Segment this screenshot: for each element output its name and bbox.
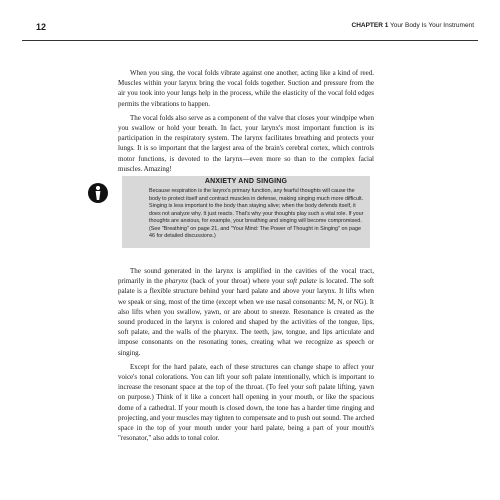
body-text-bottom [118, 266, 374, 447]
paragraph [118, 266, 374, 358]
chapter-title: Your Body Is Your Instrument [390, 22, 474, 29]
paragraph: The vocal folds also serve as a component of the valve that closes your windpipe when you swallow or hold your breath. In fact, your larynx's most important function is its participation in the respiratory system. The larynx facilitates breathing and protects your lungs. It is so important that the largest area of the brain's cerebral cortex, which controls motor functions, is devoted to the larynx—even more so than to the complex facial muscles. Amazing! [118, 113, 374, 173]
body-text-top [118, 68, 374, 178]
anxiety-sidebar [122, 176, 370, 248]
text-run: (back of your throat) where your [187, 277, 287, 286]
paragraph: When you sing, the vocal folds vibrate against one another, acting like a kind of reed. Muscles within your larynx bring the vocal folds together. Suction and pressure from the air you took into your lungs help in the process, while the elasticity of the vocal fold edges permits the vibrations to happen. [118, 69, 374, 108]
term-pharynx: pharynx [164, 277, 188, 286]
sidebar-title: ANXIETY AND SINGING [204, 178, 288, 185]
paragraph: Except for the hard palate, each of these structures can change shape to affect your voice's tonal colorations. You can lift your soft palate intentionally, which is important to increase the resonant space at the top of the throat. (To feel your soft palate lifting, yawn on purpose.) Think of it like a concert hall opening in your mouth, or like the spacious dome of a cathedral. If your mouth is closed down, the tone has a harder time ringing and projecting, and your muscles may tighten to compensate and to push out sound. The arched space in the top of your mouth under your hard palate, being a part of your mouth's "resonator," also adds to tonal color. [118, 362, 374, 443]
page-number: 12 [36, 22, 47, 32]
chapter-label: CHAPTER 1 [351, 22, 389, 29]
running-header [22, 16, 478, 41]
term-soft-palate: soft palate [286, 277, 317, 286]
text-run: The sound generated in the larynx is amplified in the cavities of the vocal tract, primarily in the [118, 267, 374, 286]
sidebar-body: Because respiration is the larynx's primary function, any fearful thoughts will cause the body to protect itself and contract muscles in defense, making singing much more difficult. Singing is less important to the body than staying alive; when the body defends itself, it does not analyze why. It just reacts. That's why your thoughts play such a vital role. If your thoughts are anxious, for example, your breathing and singing will become compromised. (See "Breathing" on page 21, and "Your Mind: The Power of Thought in Singing" on page 46 for detailed discussions.) [149, 188, 364, 239]
exclamation-figure-icon [88, 183, 108, 203]
running-head [352, 22, 475, 29]
text-run: is located. The soft palate is a flexible structure behind your hard palate and above your larynx. It lifts when we speak or sing, most of the time (except when we use nasal consonants: M, N, or NG). It also lifts when you swallow, yawn, or are about to sneeze. Resonance is created as the sound produced in the larynx is colored and shaped by the activities of the tongue, lips, soft palate, and the walls of the pharynx. The teeth, jaw, tongue, and lips articulate and impose consonants on the resonating tones, creating what we recognize as speech or singing. [118, 277, 374, 357]
